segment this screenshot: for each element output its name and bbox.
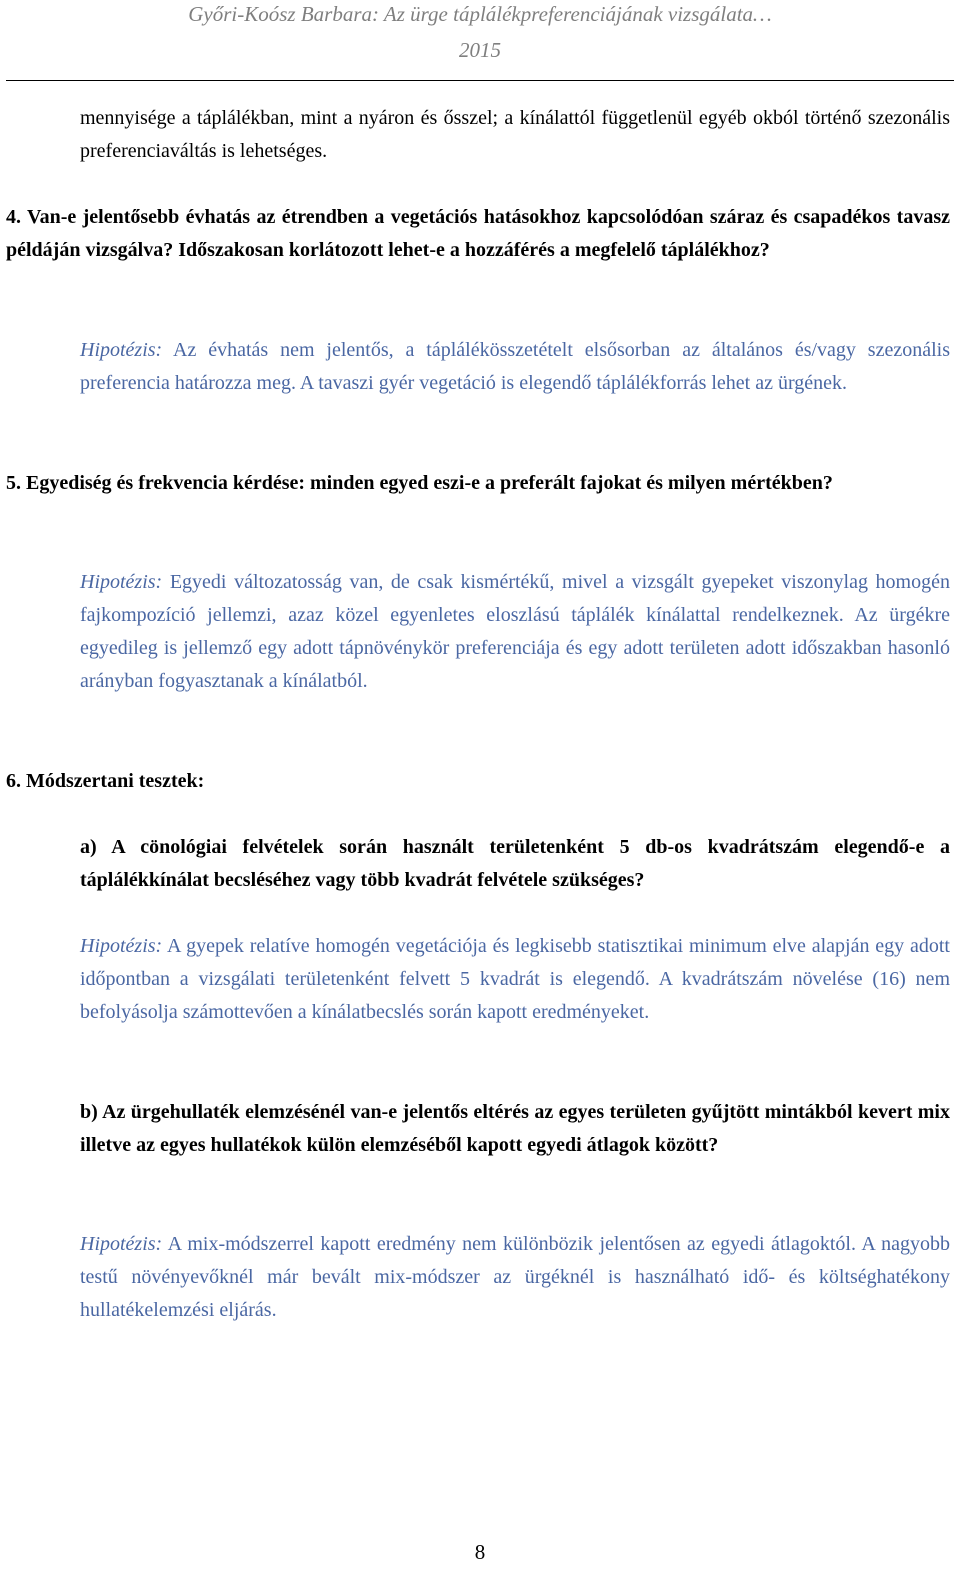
question-5: 5. Egyediség és frekvencia kérdése: minden egyed eszi-e a preferált fajokat és milyen mértékben?	[6, 472, 833, 494]
header-divider	[6, 80, 954, 81]
hypothesis-label: Hipotézis:	[80, 935, 163, 957]
intro-paragraph: mennyisége a táplálékban, mint a nyáron és ősszel; a kínálattól függetlenül egyéb okból történő szezonális preferenciaváltás is lehetséges.	[80, 107, 950, 162]
question-4: 4. Van-e jelentősebb évhatás az étrendben a vegetációs hatásokhoz kapcsolódóan száraz és csapadékos tavasz példáján vizsgálva? Időszakosan korlátozott lehet-e a hozzáférés a megfelelő táplálékhoz?	[6, 206, 950, 261]
hypothesis-6a	[80, 930, 950, 1029]
running-header-title: Győri-Koósz Barbara: Az ürge táplálékpreferenciájának vizsgálata…	[188, 2, 772, 26]
hypothesis-4	[80, 334, 950, 400]
hypothesis-5	[80, 566, 950, 698]
question-6: 6. Módszertani tesztek:	[6, 770, 205, 792]
running-header-year: 2015	[459, 38, 501, 62]
hypothesis-text: Egyedi változatosság van, de csak kismértékű, mivel a vizsgált gyepeket viszonylag homogén fajkompozíció jellemzi, azaz közel egyenletes eloszlású táplálék kínálattal rendelkeznek. Az ürgékre egyedileg is jellemző egy adott tápnövénykör preferenciája és egy adott területen adott időszakban hasonló arányban fogyasztanak a kínálatból.	[80, 571, 950, 692]
hypothesis-text: A mix-módszerrel kapott eredmény nem különbözik jelentősen az egyedi átlagoktól. A nagyobb testű növényevőknél már bevált mix-módszer az ürgéknél is használható idő- és költséghatékony hullatékelemzési eljárás.	[80, 1233, 950, 1321]
hypothesis-6b	[80, 1228, 950, 1327]
hypothesis-text: A gyepek relatíve homogén vegetációja és legkisebb statisztikai minimum elve alapján egy adott időpontban a vizsgálati területenként felvett 5 kvadrát is elegendő. A kvadrátszám növelése (16) nem befolyásolja számottevően a kínálatbecslés során kapott eredményeket.	[80, 935, 950, 1023]
question-6b: b) Az ürgehullaték elemzésénél van-e jelentős eltérés az egyes területen gyűjtött mintákból kevert mix illetve az egyes hullatékok külön elemzéséből kapott egyedi átlagok között?	[80, 1101, 950, 1156]
hypothesis-label: Hipotézis:	[80, 339, 163, 361]
hypothesis-label: Hipotézis:	[80, 571, 163, 593]
hypothesis-label: Hipotézis:	[80, 1233, 163, 1255]
page-number: 8	[474, 1540, 486, 1564]
hypothesis-text: Az évhatás nem jelentős, a táplálékösszetételt elsősorban az általános és/vagy szezonális preferencia határozza meg. A tavaszi gyér vegetáció is elegendő táplálékforrás lehet az ürgének.	[80, 339, 950, 394]
question-6a: a) A cönológiai felvételek során használt területenként 5 db-os kvadrátszám elegendő-e a táplálékkínálat becsléséhez vagy több kvadrát felvétele szükséges?	[80, 836, 950, 891]
